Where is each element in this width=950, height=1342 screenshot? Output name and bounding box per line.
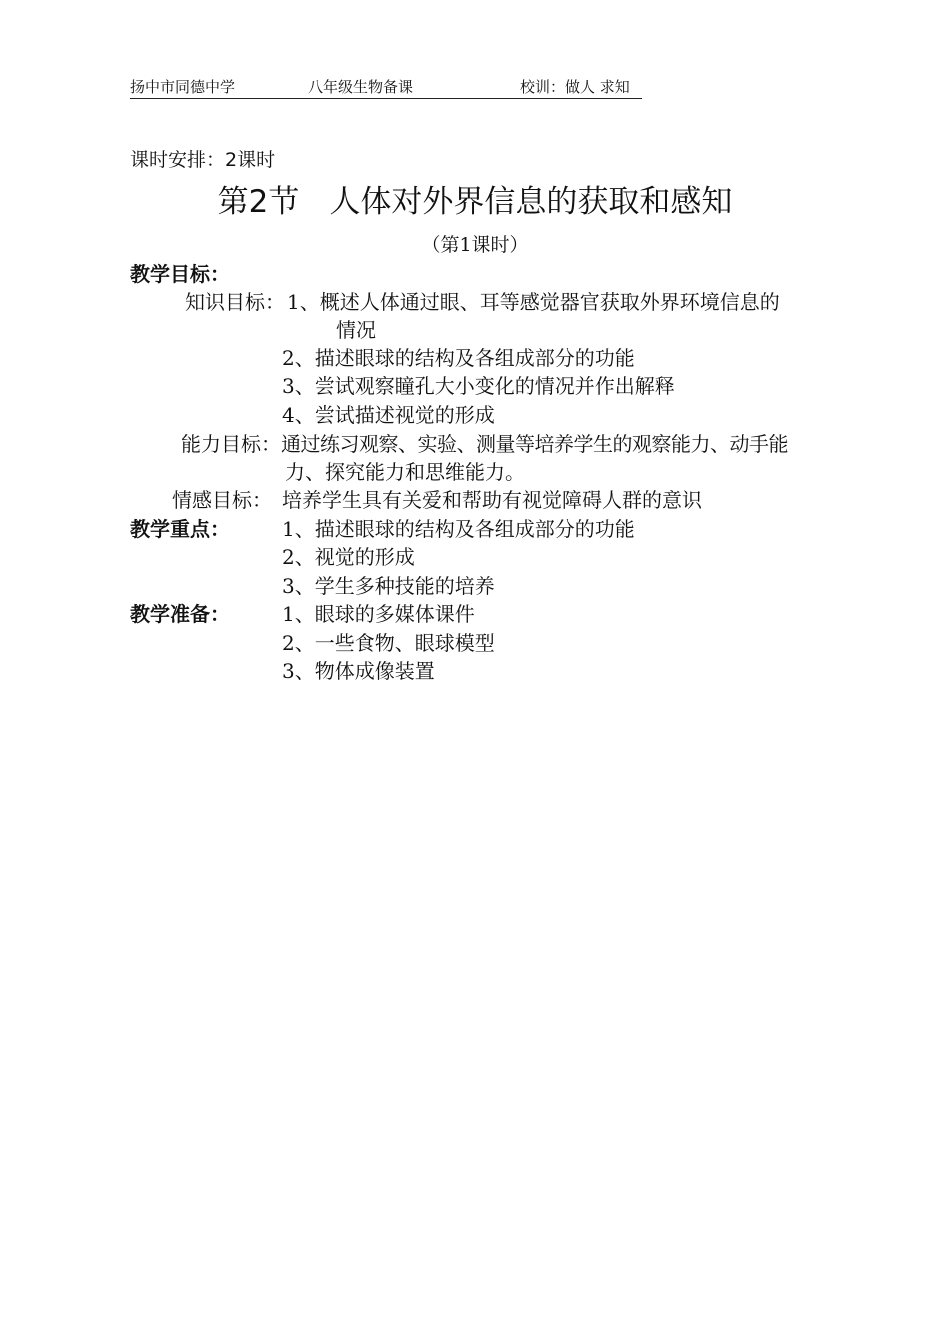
knowledge-item: 3、尝试观察瞳孔大小变化的情况并作出解释	[282, 374, 675, 398]
key-point-item: 1、描述眼球的结构及各组成部分的功能	[282, 517, 635, 541]
key-point-item: 3、学生多种技能的培养	[282, 574, 495, 598]
ability-line: 通过练习观察、实验、测量等培养学生的观察能力、动手能	[281, 432, 788, 456]
key-points-heading: 教学重点：	[130, 517, 230, 541]
school-motto: 校训：做人 求知	[520, 78, 630, 96]
school-name: 扬中市同德中学	[130, 78, 236, 96]
preparation-item: 2、一些食物、眼球模型	[282, 631, 495, 655]
page-header	[130, 76, 642, 99]
lesson-schedule: 课时安排：2课时	[130, 149, 276, 171]
emotion-text: 培养学生具有关爱和帮助有视觉障碍人群的意识	[282, 488, 702, 512]
lesson-subtitle: （第1课时）	[421, 234, 529, 256]
knowledge-item: 1、概述人体通过眼、耳等感觉器官获取外界环境信息的	[287, 290, 780, 314]
ability-line-continued: 力、探究能力和思维能力。	[285, 460, 525, 484]
knowledge-item: 4、尝试描述视觉的形成	[282, 403, 495, 427]
ability-label: 能力目标：	[181, 432, 281, 456]
knowledge-item-continued: 情况	[336, 318, 376, 342]
preparation-item: 3、物体成像装置	[282, 659, 435, 683]
preparation-heading: 教学准备：	[130, 602, 230, 626]
section-title: 人体对外界信息的获取和感知	[329, 184, 733, 220]
section-number: 第2节	[217, 184, 300, 220]
objectives-heading: 教学目标：	[130, 262, 230, 286]
page-title	[0, 180, 950, 224]
knowledge-item: 2、描述眼球的结构及各组成部分的功能	[282, 346, 635, 370]
key-point-item: 2、视觉的形成	[282, 545, 415, 569]
emotion-label: 情感目标：	[172, 488, 272, 512]
course-name: 八年级生物备课	[308, 78, 414, 96]
preparation-item: 1、眼球的多媒体课件	[282, 602, 475, 626]
knowledge-label: 知识目标：	[185, 290, 285, 314]
